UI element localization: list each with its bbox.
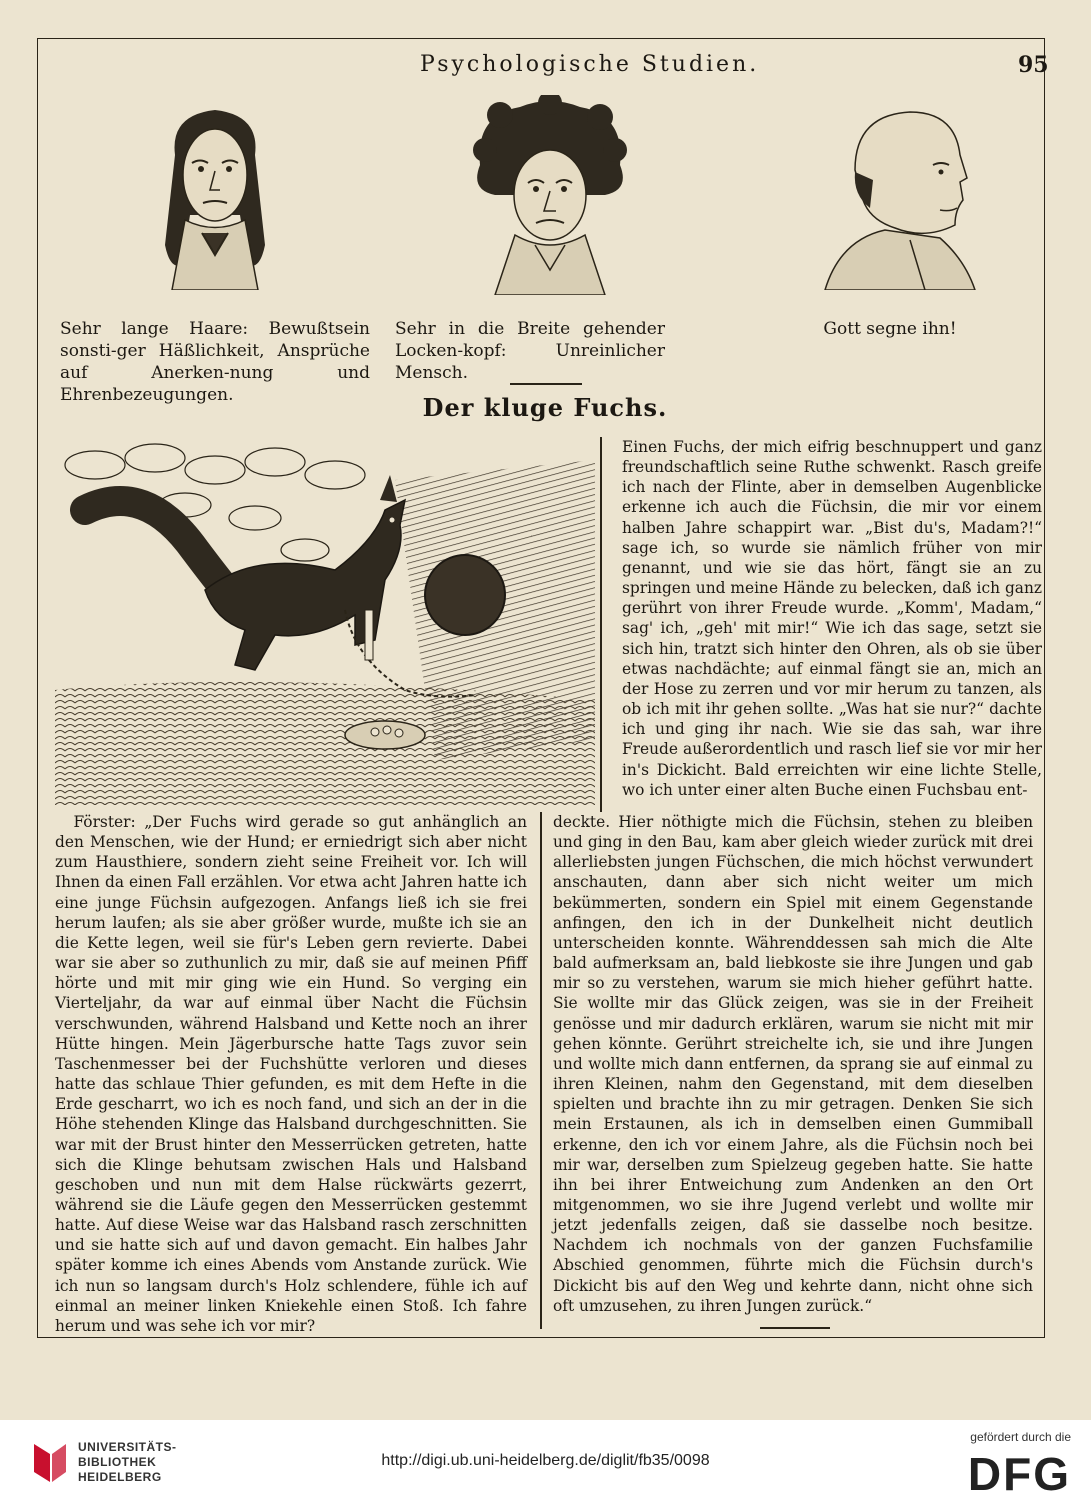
caption-2: Sehr in die Breite gehender Locken-kopf: Unreinlicher Mensch.	[395, 319, 665, 383]
article-title: Der kluge Fuchs.	[422, 393, 668, 422]
right-column-top	[622, 437, 1042, 800]
right-column-bottom	[553, 812, 1033, 1316]
funding-note: gefördert durch die	[970, 1430, 1071, 1444]
left-column	[55, 812, 527, 1336]
page-number: 95	[1018, 52, 1049, 78]
column-divider-top	[600, 437, 602, 812]
end-rule	[760, 1327, 830, 1329]
right-column-bottom-text: deckte. Hier nöthigte mich die Füchsin, stehen zu bleiben und ging in den Bau, kam aber gleich wieder zurück mit drei allerliebsten jungen Füchschen, die mich höchst verwundert anschauten, dann aber sich nicht weiter um mich bekümmerten, sondern ein Spiel mit einem Gegenstande anfingen, den ich in der Dunkelheit nicht deutlich unterscheiden konnte. Währenddessen sah mich die Alte bald aufmerksam an, bald liebkoste sie ihre Jungen und gab mir so zu verstehen, warum sie mich hieher geführt hatte. Sie wollte mir das Glück zeigen, was sie in der Freiheit genösse und mir dadurch erklären, warum sie nicht mit mir gehen könnte. Gerührt streichelte ich, sie und ihre Jungen und wollte mich dann entfernen, da sprang sie auf einmal zu ihren Kleinen, nahm den Gegenstand, mit dem dieselben spielten und brachte ihn zu mir getragen. Denken Sie sich mein Erstaunen, als ich in demselben einen Gummiball erkenne, den ich vor einem Jahre, als die Füchsin noch bei mir war, derselben zum Spielzeug gegeben hatte. Sie hatte ihn bei ihrer Entweichung zum Andenken an den Ort mitgenommen, wo sie ihre Jugend verlebt und wollte mir jetzt jedenfalls zeigen, daß sie dasselbe noch besitze. Nachdem ich nochmals von der ganzen Fuchsfamilie Abschied genommen, führte mich die Füchsin durch's Dickicht bis auf den Weg und kehrte dann, nicht ohne sich oft umzusehen, zu ihren Jungen zurück.“	[553, 813, 1033, 1315]
fox-illustration	[55, 440, 595, 805]
right-column-top-text: Einen Fuchs, der mich eifrig beschnuppert und ganz freundschaftlich seine Ruthe schwenkt. Rasch greife ich nach der Flinte, aber in demselben Augenblicke erkenne ich auch die Füchsin, die mir vor einem halben Jahre schappirt war. „Bist du's, Madam?!“ sage ich, so wurde sie nämlich früher von mir genannt, und wie sie das hört, fängt sie an zu springen und meine Hände zu belecken, daß ich ganz gerührt von ihrer Freude wurde. „Komm', Madam,“ sag' ich, „geh' mit mir!“ Wie ich das sage, setzt sie sich hin, tratzt sich hinter den Ohren, als ob sie über etwas nachdächte; auf einmal fängt sie an, mich an der Hose zu zerren und vor mir herum zu tanzen, als ob ich mit ihr gehen sollte. „Was hat sie nur?“ dachte ich und ging ihr nach. Wie sie das sah, war ihre Freude außerordentlich und rasch lief sie vor mir her in's Dickicht. Bald erreichten wir eine lichte Stelle, wo ich unter einer alten Buche einen Fuchsbau ent-	[622, 438, 1042, 799]
dfg-logo: DFG	[967, 1448, 1071, 1500]
portrait-curly-hair	[470, 95, 630, 295]
portrait-bald-profile	[815, 100, 985, 290]
page-header	[0, 50, 1091, 80]
portrait-long-hair	[140, 95, 290, 290]
permalink-url[interactable]: http://digi.ub.uni-heidelberg.de/diglit/fb35/0098	[381, 1452, 710, 1469]
digitization-footer	[0, 1420, 1091, 1506]
library-name: UNIVERSITÄTS-BIBLIOTHEK HEIDELBERG	[78, 1440, 177, 1484]
caption-1: Sehr lange Haare: Bewußtsein sonsti-ger Häßlichkeit, Ansprüche auf Anerken-nung und Ehrenbezeugungen.	[60, 319, 370, 405]
title-rule	[510, 383, 582, 385]
left-column-text: Förster: „Der Fuchs wird gerade so gut anhänglich an den Menschen, wie der Hund; er erniedrigt sich aber nicht zum Hausthiere, sondern zieht seine Freiheit vor. Ich will Ihnen da einen Fall erzählen. Vor etwa acht Jahren hatte ich eine junge Füchsin aufgezogen. Anfangs ließ ich sie frei herum laufen; als sie aber größer wurde, mußte ich sie an die Kette legen, weil sie für's Leben gern revierte. Dabei war sie aber so zuthunlich zu mir, daß sie auf meinen Pfiff hörte und mit mir ging wie ein Hund. So verging ein Vierteljahr, da war auf einmal über Nacht die Füchsin verschwunden, während Halsband und Kette noch an ihrer Hütte hingen. Mein Jägerbursche hatte Tags zuvor sein Taschenmesser bei der Fuchshütte verloren und dieses hatte das schlaue Thier gefunden, es mit dem Hefte in die Erde gescharrt, wo ich es noch fand, und sich an der in die Höhe stehenden Klinge das Halsband durchgeschnitten. Sie war mit der Brust hinter den Messerrücken getreten, hatte sich die Klinge behutsam zwischen Hals und Halsband geschoben und nun mit dem Halse rückwärts gezerrt, während sie die Läufe gegen den Messerrücken gestemmt hatte. Auf diese Weise war das Halsband rasch zerschnitten und sie hatte sich auf und davon gemacht. Ein halbes Jahr später komme ich eines Abends vom Anstande zurück. Wie ich nun so langsam durch's Holz schlendere, fühle ich auf einmal an meiner linken Kniekehle einen Stoß. Ich fahre herum und was sehe ich vor mir?	[55, 813, 527, 1335]
caption-3: Gott segne ihn!	[823, 319, 957, 339]
column-divider-bottom	[540, 812, 542, 1329]
running-title: Psychologische Studien.	[420, 52, 760, 77]
